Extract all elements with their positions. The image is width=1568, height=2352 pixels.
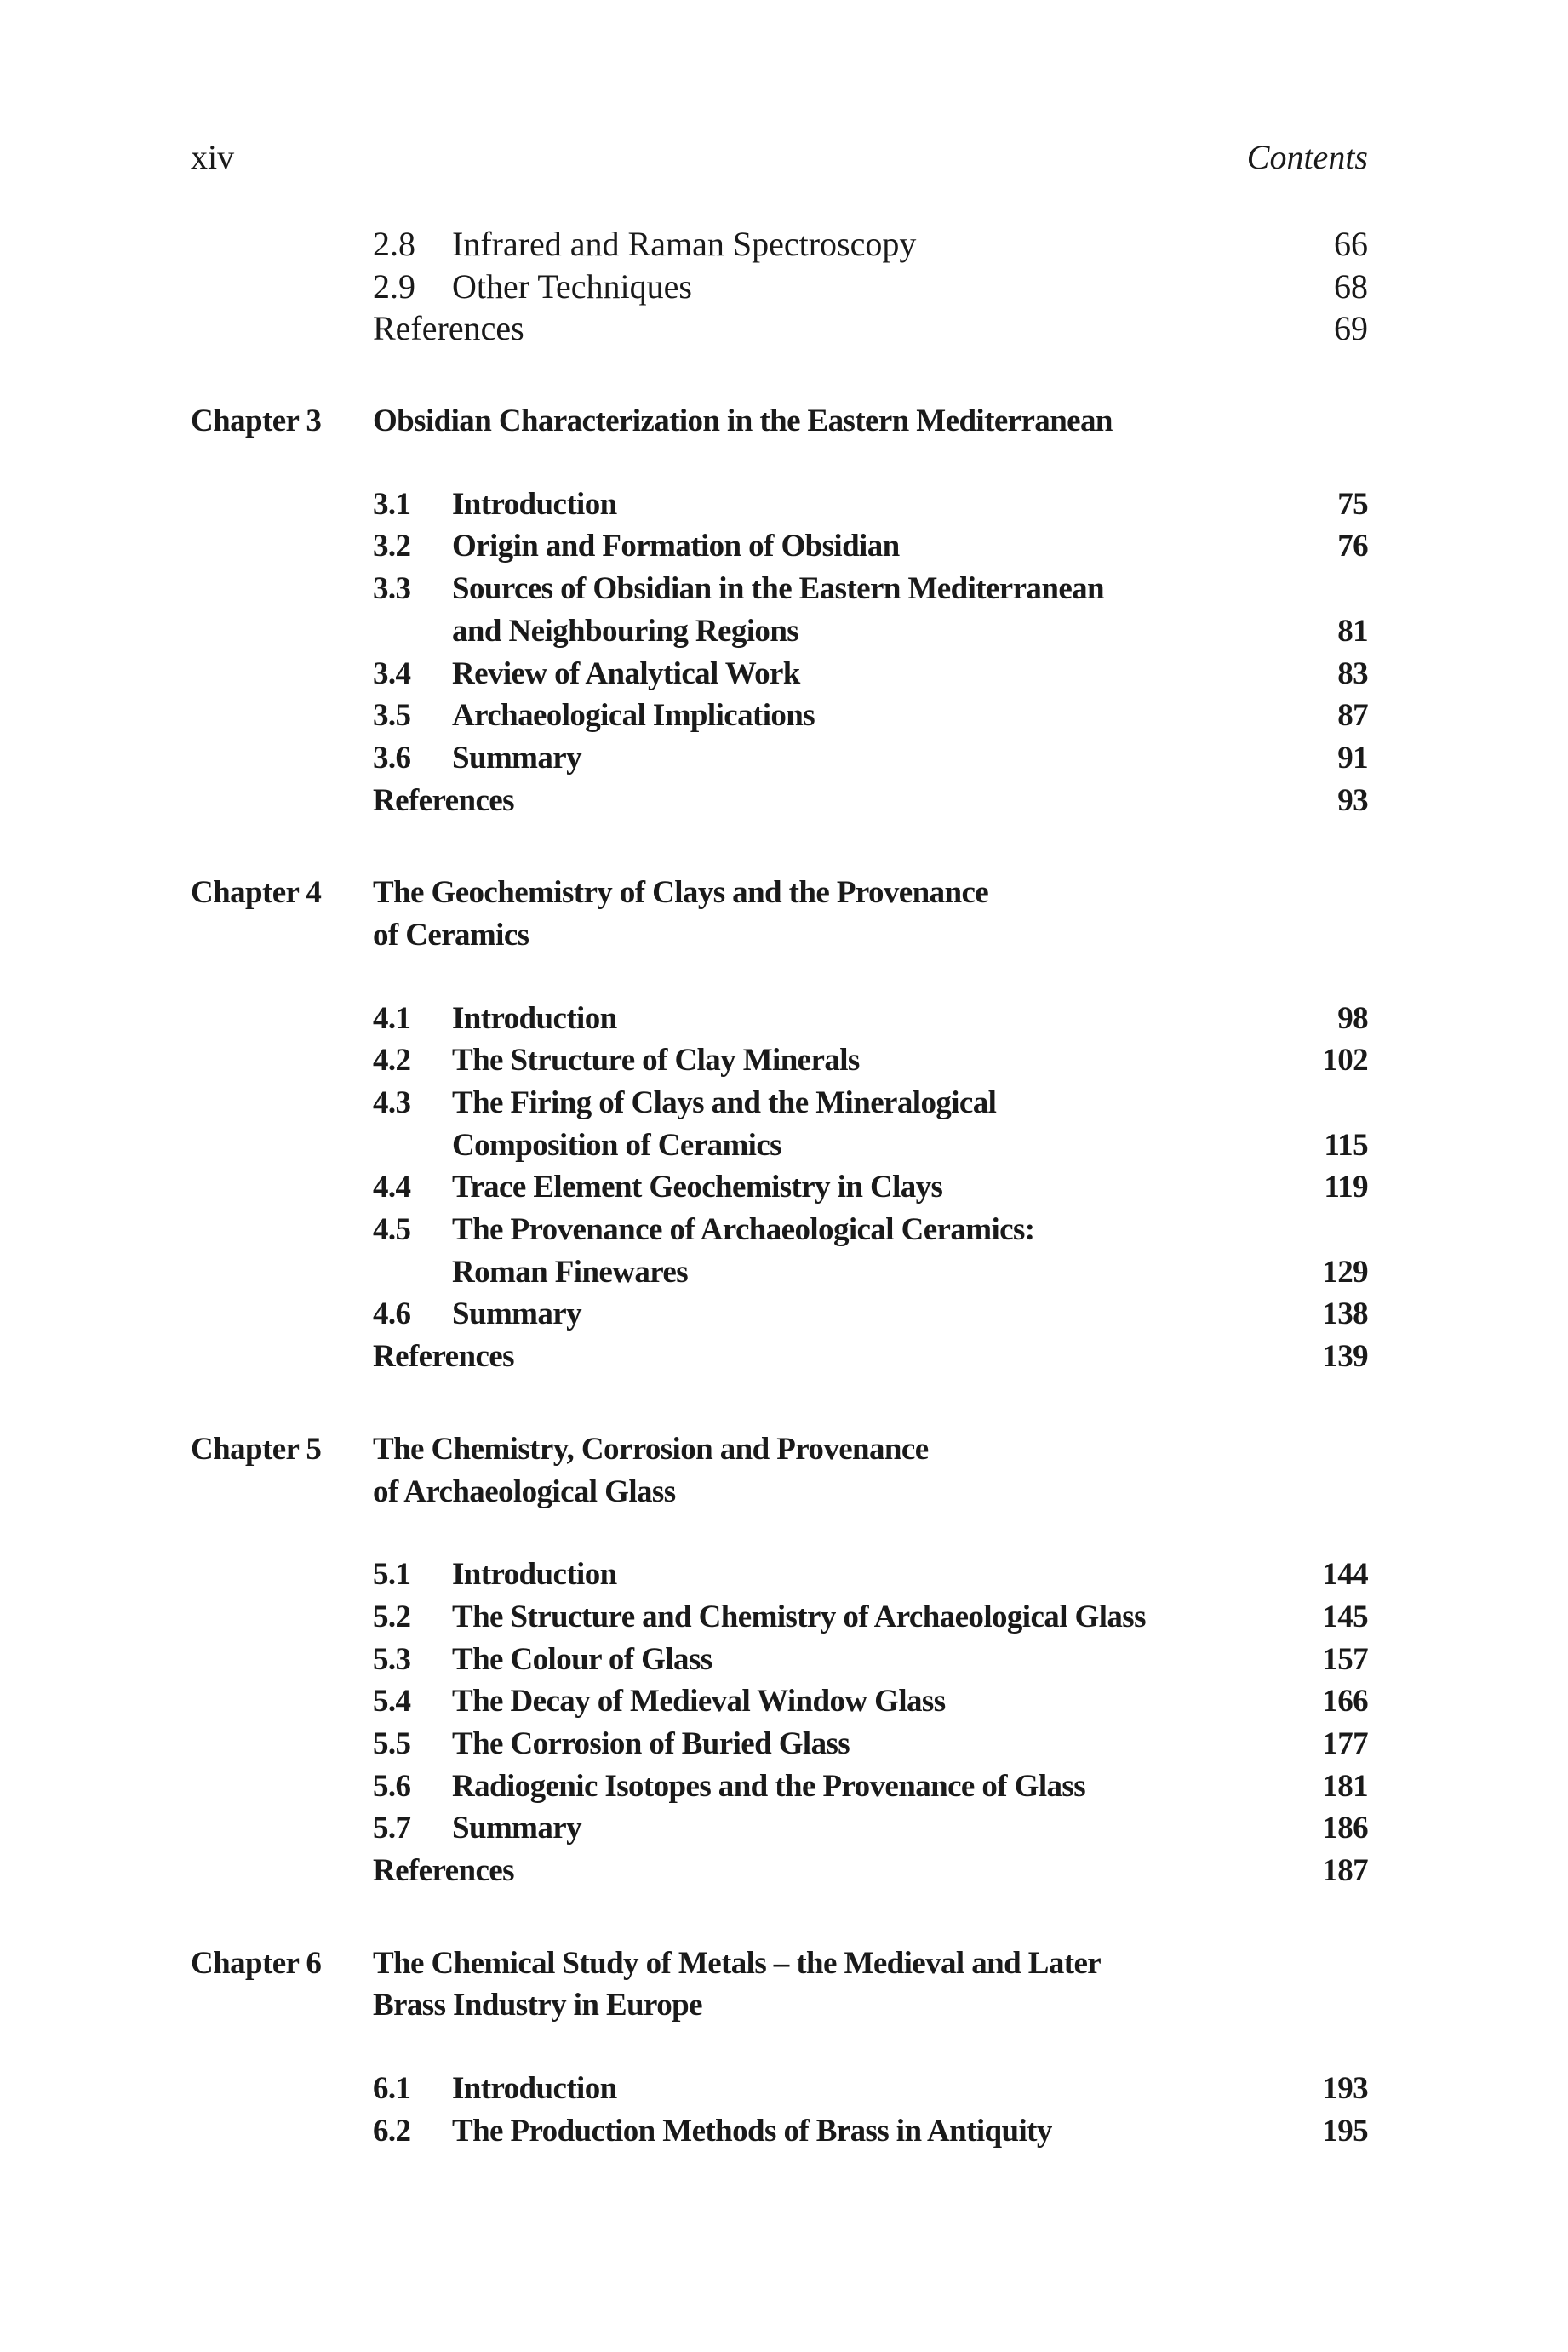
chapter-heading (191, 1471, 1368, 1514)
toc-entry (191, 1293, 1368, 1336)
references-label: References (373, 1339, 514, 1375)
chapter-sections (191, 998, 1368, 1378)
section-title: The Production Methods of Brass in Antiquity (452, 2113, 1052, 2149)
toc-entry (191, 568, 1368, 610)
section-number: 4.5 (373, 1212, 411, 1248)
toc-references (191, 780, 1368, 822)
section-number: 3.2 (373, 529, 411, 564)
section-number: 5.3 (373, 1641, 411, 1677)
section-number: 3.4 (373, 655, 411, 691)
page-number: 93 (1337, 782, 1368, 818)
page-number: 119 (1324, 1170, 1368, 1205)
section-title: The Structure and Chemistry of Archaeological Glass (452, 1599, 1146, 1634)
page-number: 83 (1337, 655, 1368, 691)
page-number: 177 (1322, 1725, 1368, 1761)
lead-sections (191, 223, 1368, 350)
chapter-title: Brass Industry in Europe (373, 1988, 702, 2023)
chapter-label: Chapter 4 (191, 875, 322, 911)
chapter-block (191, 872, 1368, 1378)
section-title: Introduction (452, 2071, 617, 2107)
toc-entry (191, 1554, 1368, 1596)
page-number: 75 (1337, 486, 1368, 522)
section-title: Introduction (452, 1557, 617, 1593)
section-number: 6.1 (373, 2071, 411, 2107)
page-number: 98 (1337, 1000, 1368, 1036)
chapter-label: Chapter 5 (191, 1431, 322, 1467)
page-number: 91 (1337, 740, 1368, 775)
section-number: 5.5 (373, 1725, 411, 1761)
section-title: Summary (452, 740, 582, 775)
section-title: Composition of Ceramics (452, 1127, 781, 1163)
toc-entry (191, 1209, 1368, 1251)
toc-entry (191, 1765, 1368, 1808)
section-number: 2.8 (373, 225, 415, 263)
section-number: 4.1 (373, 1000, 411, 1036)
page-number: 157 (1322, 1641, 1368, 1677)
page-number: 139 (1322, 1339, 1368, 1375)
section-title: Radiogenic Isotopes and the Provenance of Glass (452, 1768, 1086, 1804)
page-number: 87 (1337, 698, 1368, 734)
page-number: 66 (1334, 225, 1368, 263)
section-number: 4.4 (373, 1170, 411, 1205)
toc-entry (191, 610, 1368, 653)
toc-references (191, 1336, 1368, 1378)
section-title: Summary (452, 1811, 582, 1846)
toc-entry (191, 2068, 1368, 2110)
section-title: The Provenance of Archaeological Ceramics: (452, 1212, 1035, 1248)
toc-entry (191, 525, 1368, 568)
page-number: 193 (1322, 2071, 1368, 2107)
section-title: and Neighbouring Regions (452, 613, 799, 649)
toc-entry (191, 266, 1368, 308)
references-label: References (373, 309, 524, 348)
section-number: 5.7 (373, 1811, 411, 1846)
chapter-sections (191, 1554, 1368, 1892)
chapter-title: of Archaeological Glass (373, 1474, 676, 1509)
section-title: Infrared and Raman Spectroscopy (452, 225, 917, 263)
section-number: 5.4 (373, 1684, 411, 1720)
page-number: 138 (1322, 1296, 1368, 1332)
page-number: 102 (1322, 1043, 1368, 1079)
chapter-heading (191, 914, 1368, 957)
page-number: 115 (1324, 1127, 1368, 1163)
chapter-title: of Ceramics (373, 917, 529, 953)
chapter-block (191, 1943, 1368, 2153)
section-title: The Structure of Clay Minerals (452, 1043, 860, 1079)
page-number: xiv (191, 138, 235, 176)
chapter-heading (191, 872, 1368, 914)
page-number: 68 (1334, 266, 1368, 306)
page-number: 76 (1337, 529, 1368, 564)
toc-entry (191, 2110, 1368, 2153)
section-title: Roman Finewares (452, 1254, 689, 1290)
section-number: 4.6 (373, 1296, 411, 1332)
section-number: 5.1 (373, 1557, 411, 1593)
chapter-title: The Chemistry, Corrosion and Provenance (373, 1431, 929, 1467)
chapter-heading (191, 1943, 1368, 1985)
section-title: Trace Element Geochemistry in Clays (452, 1170, 943, 1205)
toc-entry (191, 998, 1368, 1040)
section-number: 5.2 (373, 1599, 411, 1634)
section-title: Sources of Obsidian in the Eastern Mediterranean (452, 571, 1105, 607)
section-number: 3.3 (373, 571, 411, 607)
section-title: The Colour of Glass (452, 1641, 712, 1677)
page-number: 81 (1337, 613, 1368, 649)
section-title: Introduction (452, 1000, 617, 1036)
chapter-heading (191, 1428, 1368, 1471)
running-head: Contents (1246, 138, 1368, 176)
chapter-title: Obsidian Characterization in the Eastern Mediterranean (373, 403, 1113, 439)
references-label: References (373, 782, 514, 818)
toc-entry (191, 1639, 1368, 1681)
chapter-heading (191, 1984, 1368, 2027)
toc-entry (191, 1251, 1368, 1294)
chapter-heading (191, 400, 1368, 443)
references-label: References (373, 1853, 514, 1888)
toc-entry (191, 695, 1368, 737)
toc-references (191, 307, 1368, 350)
page-number: 129 (1322, 1254, 1368, 1290)
section-number: 6.2 (373, 2113, 411, 2149)
section-number: 3.6 (373, 740, 411, 775)
chapter-block (191, 400, 1368, 821)
section-title: The Corrosion of Buried Glass (452, 1725, 850, 1761)
toc-entry (191, 484, 1368, 526)
toc-entry (191, 1124, 1368, 1167)
page-number: 145 (1322, 1599, 1368, 1634)
section-number: 2.9 (373, 266, 415, 306)
page-number: 181 (1322, 1768, 1368, 1804)
section-number: 3.1 (373, 486, 411, 522)
chapter-label: Chapter 3 (191, 403, 322, 439)
toc-entry (191, 1039, 1368, 1082)
chapter-title: The Geochemistry of Clays and the Provenance (373, 875, 989, 911)
page-number: 69 (1334, 309, 1368, 348)
section-number: 3.5 (373, 698, 411, 734)
chapter-sections (191, 484, 1368, 822)
chapter-block (191, 1428, 1368, 1892)
chapter-sections (191, 2068, 1368, 2152)
toc-entry (191, 1807, 1368, 1850)
chapter-label: Chapter 6 (191, 1945, 322, 1981)
toc-entry (191, 653, 1368, 695)
section-number: 5.6 (373, 1768, 411, 1804)
toc-entry (191, 1723, 1368, 1765)
page-number: 166 (1322, 1684, 1368, 1720)
section-title: Other Techniques (452, 266, 692, 306)
toc-entry (191, 1166, 1368, 1209)
section-title: Summary (452, 1296, 582, 1332)
toc-entry (191, 1596, 1368, 1639)
toc-entry (191, 1082, 1368, 1124)
page-number: 195 (1322, 2113, 1368, 2149)
page-number: 187 (1322, 1853, 1368, 1888)
section-number: 4.3 (373, 1085, 411, 1120)
toc-entry (191, 737, 1368, 780)
section-title: Review of Analytical Work (452, 655, 800, 691)
table-of-contents (191, 223, 1368, 2152)
page-number: 144 (1322, 1557, 1368, 1593)
section-title: Introduction (452, 486, 617, 522)
chapter-title: The Chemical Study of Metals – the Medieval and Later (373, 1945, 1102, 1981)
toc-entry (191, 1680, 1368, 1723)
page-number: 186 (1322, 1811, 1368, 1846)
section-title: Archaeological Implications (452, 698, 815, 734)
toc-entry (191, 223, 1368, 266)
toc-references (191, 1850, 1368, 1892)
section-title: The Decay of Medieval Window Glass (452, 1684, 946, 1720)
section-title: Origin and Formation of Obsidian (452, 529, 900, 564)
section-title: The Firing of Clays and the Mineralogical (452, 1085, 997, 1120)
section-number: 4.2 (373, 1043, 411, 1079)
